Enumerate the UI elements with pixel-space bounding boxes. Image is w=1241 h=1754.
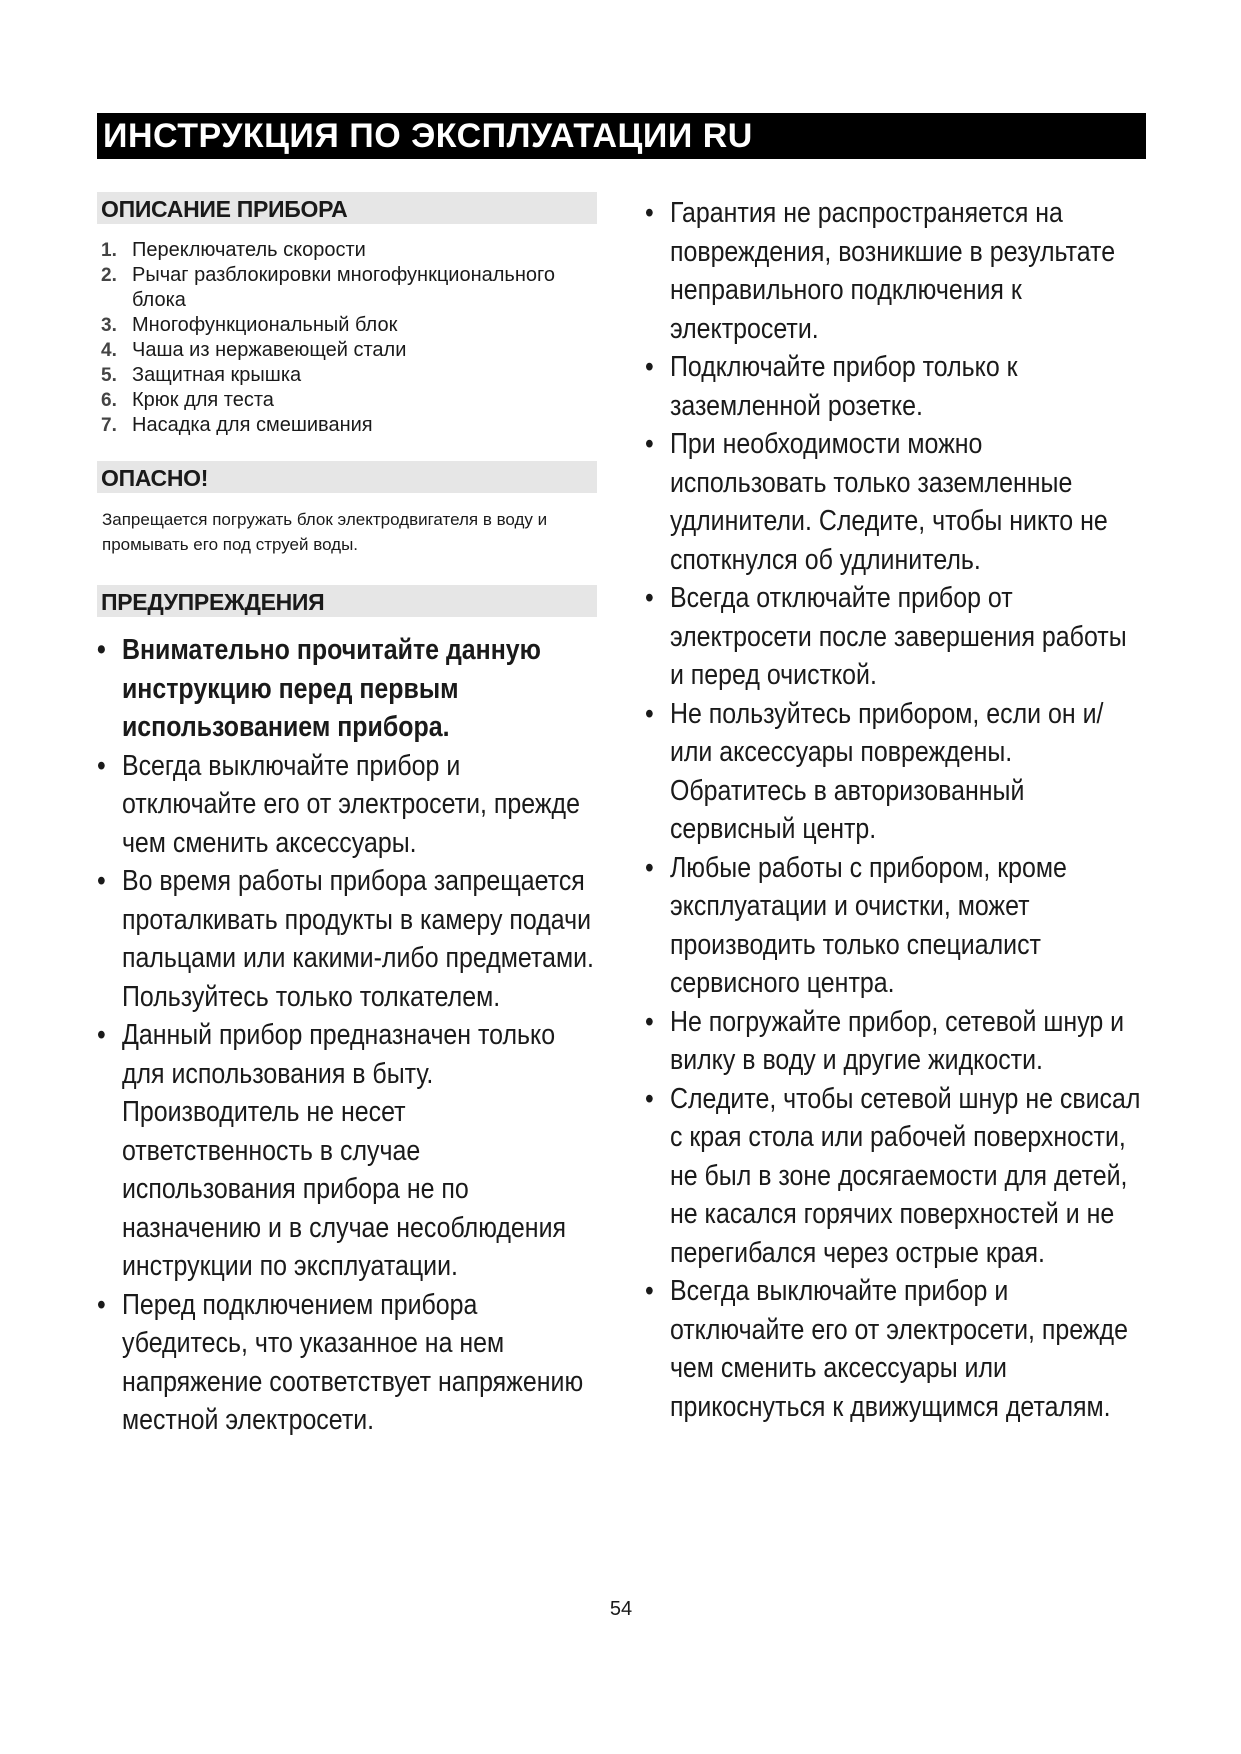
item-text: Многофункциональный блок xyxy=(132,314,398,336)
description-heading: ОПИСАНИЕ ПРИБОРА xyxy=(97,192,597,224)
item-text: Защитная крышка xyxy=(132,364,302,386)
item-number: 7. xyxy=(101,415,117,436)
danger-heading: ОПАСНО! xyxy=(97,461,597,493)
warning-item: • Внимательно прочитайте данную инструкцию перед первым использованием прибора. xyxy=(97,631,598,747)
warning-item: • Гарантия не распространяется на повреждения, возникшие в результате неправильного подключения к электросети. xyxy=(645,194,1146,348)
warning-item: • Не пользуйтесь прибором, если он и/или аксессуары повреждены. Обратитесь в авторизованный сервисный центр. xyxy=(645,695,1146,849)
page-number: 54 xyxy=(609,1598,633,1620)
list-item xyxy=(97,238,597,263)
warnings-list-right xyxy=(645,194,1146,1426)
item-number: 2. xyxy=(101,265,117,286)
warning-item: • Данный прибор предназначен только для использования в быту. Производитель не несет ответственность в случае использования прибора не по назначению и в случае несоблюдения инструкции по эксплуатации. xyxy=(97,1016,598,1286)
item-number: 4. xyxy=(101,340,117,361)
warning-item: • При необходимости можно использовать только заземленные удлинители. Следите, чтобы никто не споткнулся об удлинитель. xyxy=(645,425,1146,579)
warnings-heading: ПРЕДУПРЕЖДЕНИЯ xyxy=(97,585,597,617)
parts-list xyxy=(97,238,597,438)
warning-item: • Подключайте прибор только к заземленной розетке. xyxy=(645,348,1146,425)
warning-item: • Во время работы прибора запрещается проталкивать продукты в камеру подачи пальцами или какими-либо предметами. Пользуйтесь только толкателем. xyxy=(97,862,598,1016)
list-item xyxy=(97,363,597,388)
danger-text: Запрещается погружать блок электродвигателя в воду и промывать его под струей воды. xyxy=(102,510,548,554)
warning-item: • Не погружайте прибор, сетевой шнур и вилку в воду и другие жидкости. xyxy=(645,1003,1146,1080)
right-column xyxy=(645,192,1145,1426)
left-column xyxy=(97,192,597,1440)
item-number: 5. xyxy=(101,365,117,386)
list-item xyxy=(97,338,597,363)
item-number: 3. xyxy=(101,315,117,336)
list-item xyxy=(97,413,597,438)
warning-item: • Любые работы с прибором, кроме эксплуатации и очистки, может производить только специалист сервисного центра. xyxy=(645,849,1146,1003)
item-number: 6. xyxy=(101,390,117,411)
warning-item: • Всегда выключайте прибор и отключайте его от электросети, прежде чем сменить аксессуары или прикоснуться к движущимся деталям. xyxy=(645,1272,1146,1426)
item-text: Насадка для смешивания xyxy=(132,414,373,436)
item-text: Чаша из нержавеющей стали xyxy=(132,339,407,361)
warning-item: • Всегда выключайте прибор и отключайте его от электросети, прежде чем сменить аксессуары. xyxy=(97,747,598,863)
item-text: Рычаг разблокировки многофункционального блока xyxy=(132,264,555,311)
item-number: 1. xyxy=(101,240,117,261)
page-title: ИНСТРУКЦИЯ ПО ЭКСПЛУАТАЦИИ RU xyxy=(97,113,1146,159)
list-item xyxy=(97,388,597,413)
warning-item: • Всегда отключайте прибор от электросети после завершения работы и перед очисткой. xyxy=(645,579,1146,695)
item-text: Переключатель скорости xyxy=(132,239,366,261)
list-item xyxy=(97,263,597,313)
list-item xyxy=(97,313,597,338)
warning-item: • Перед подключением прибора убедитесь, что указанное на нем напряжение соответствует напряжению местной электросети. xyxy=(97,1286,598,1440)
warning-item: • Следите, чтобы сетевой шнур не свисал с края стола или рабочей поверхности, не был в зоне досягаемости для детей, не касался горячих поверхностей и не перегибался через острые края. xyxy=(645,1080,1146,1273)
warnings-list-left xyxy=(97,631,598,1440)
item-text: Крюк для теста xyxy=(132,389,274,411)
